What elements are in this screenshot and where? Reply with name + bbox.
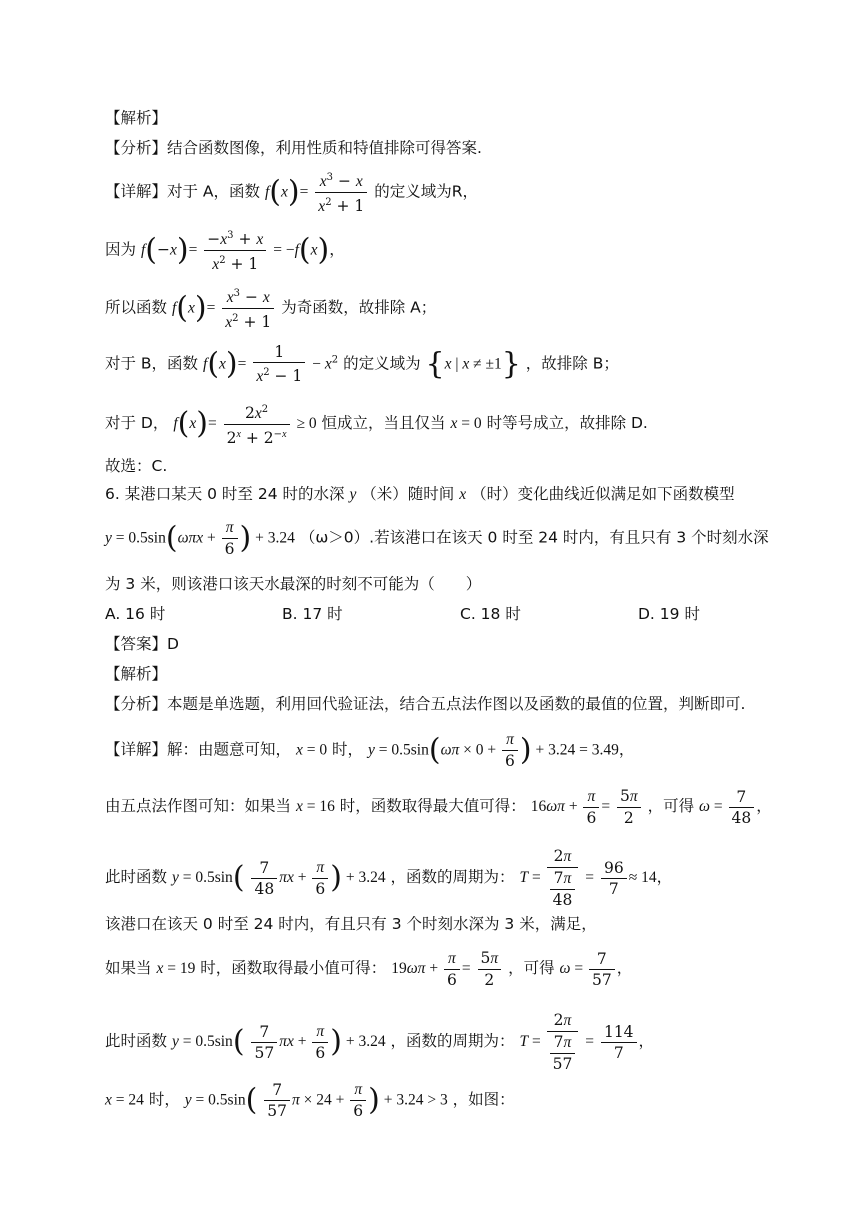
- gang-line: 该港口在该天 0 时至 24 时内，有且只有 3 个时刻水深为 3 米，满足，: [105, 915, 597, 933]
- q6-stem-line1: 6. 某港口某天 0 时至 24 时的水深 y （米）随时间 x （时）变化曲线近似满足如下函数模型: [105, 485, 735, 503]
- duiyu-d-line: 对于 D， f(x)= $\frac{2x^2}{2^x + 2^{-x}}$ ≥ 0 恒成立，当且仅当 x = 0 时等号成立，故排除 D.: [105, 400, 648, 448]
- xiangjie-2-line: 【详解】解：由题意可知， x = 0 时， y = 0.5sin(ωπ × 0 + $\frac{\pi}{6}$ ) + 3.24 = 3.49，: [105, 731, 635, 770]
- option-c[interactable]: C. 18 时: [460, 605, 521, 623]
- x19-line: 如果当 x = 19 时，函数取得最小值可得： 19ωπ + $\frac{\pi}{6}$ = $\frac{5\pi}{2}$ ，可得 ω = $\frac{7}{57}$ ，: [105, 949, 633, 989]
- guxuan-line: 故选：C.: [105, 457, 168, 475]
- jiexi-heading-1: 【解析】: [105, 109, 168, 127]
- cishi-2-line: 此时函数 y = 0.5sin( $\frac{7}{57}$ πx + $\frac{\pi}{6}$ ) + 3.24 ，函数的周期为： T = $\frac{2\pi}{\frac{7\pi}{57}}$ = $\frac{114}{7}$ ，: [105, 1011, 655, 1073]
- q6-stem-line2: y = 0.5sin(ωπx + $\frac{\pi}{6}$ ) + 3.24 （ω＞0）.若该港口在该天 0 时至 24 时内，有且只有 3 个时刻水深: [105, 519, 769, 558]
- fenxi-2: 【分析】本题是单选题，利用回代验证法，结合五点法作图以及函数的最值的位置，判断即可.: [105, 695, 746, 713]
- cishi-1-line: 此时函数 y = 0.5sin( $\frac{7}{48}$ πx + $\frac{\pi}{6}$ ) + 3.24 ，函数的周期为： T = $\frac{2\pi}{\frac{7\pi}{48}}$ = $\frac{96}{7}$ ≈ 14，: [105, 847, 673, 909]
- x24-line: x = 24 时， y = 0.5sin( $\frac{7}{57}$ π × 24 + $\frac{\pi}{6}$ ) + 3.24 > 3 ，如图：: [105, 1081, 515, 1120]
- xiangjie-a: 【详解】对于 A，函数 f(x)= $\frac{x^3 - x}{x^2 + 1}$ 的定义域为R，: [105, 168, 478, 217]
- yinwei-line: 因为 f(−x)= $\frac{-x^3 + x}{x^2 + 1}$ = −f(x)，: [105, 226, 345, 275]
- option-b[interactable]: B. 17 时: [282, 605, 343, 623]
- answer-line: 【答案】D: [105, 635, 179, 653]
- option-a[interactable]: A. 16 时: [105, 605, 166, 623]
- wudian-line: 由五点法作图可知：如果当 x = 16 时，函数取得最大值可得： 16ωπ + $\frac{\pi}{6}$ = $\frac{5\pi}{2}$ ，可得 ω = $\frac{7}{48}$ ，: [105, 787, 772, 827]
- suoyi-line: 所以函数 f(x)= $\frac{x^3 - x}{x^2 + 1}$ 为奇函数，故排除 A；: [105, 284, 436, 333]
- fenxi-1: 【分析】结合函数图像，利用性质和特值排除可得答案.: [105, 139, 482, 157]
- duiyu-b-line: 对于 B，函数 f(x)= $\frac{1}{x^2 - 1}$ − $x^2$ 的定义域为 {x | x ≠ ±1} ，故排除 B；: [105, 343, 619, 386]
- option-d[interactable]: D. 19 时: [638, 605, 700, 623]
- jiexi-heading-2: 【解析】: [105, 665, 168, 683]
- q6-options: [105, 602, 745, 622]
- q6-stem-line3: 为 3 米，则该港口该天水最深的时刻不可能为（ ）: [105, 575, 482, 593]
